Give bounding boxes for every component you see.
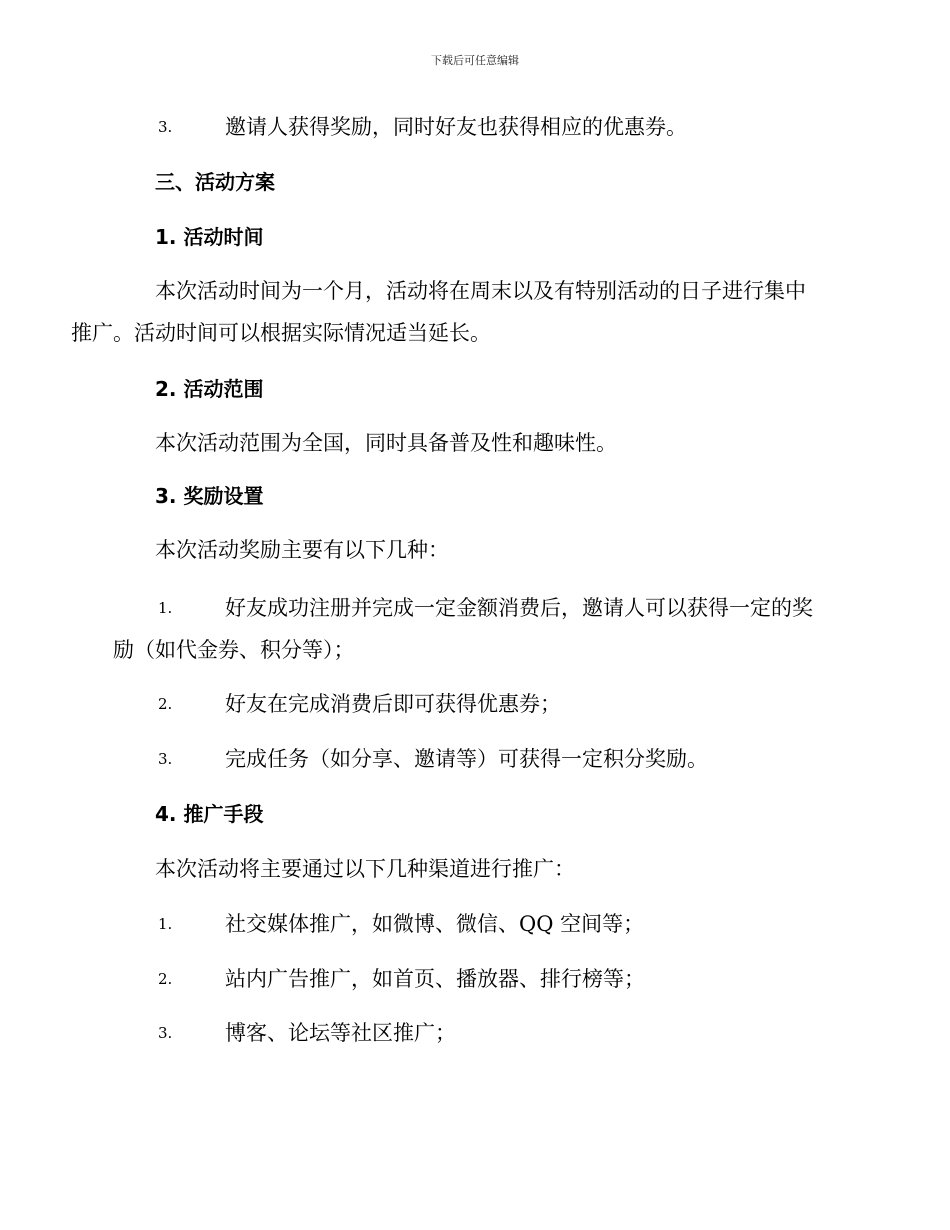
list-text: 好友在完成消费后即可获得优惠券； — [225, 692, 561, 716]
subheading-activity-scope: 2. 活动范围 — [155, 377, 264, 401]
paragraph-promo-intro: 本次活动将主要通过以下几种渠道进行推广： — [155, 857, 575, 881]
subheading-activity-time: 1. 活动时间 — [155, 225, 264, 249]
list-text: 好友成功注册并完成一定金额消费后，邀请人可以获得一定的奖 — [225, 596, 813, 620]
paragraph-activity-time — [71, 270, 833, 354]
list-item-invite-reward — [113, 106, 833, 148]
list-number: 1. — [158, 915, 173, 933]
list-text: 博客、论坛等社区推广； — [225, 1021, 456, 1045]
section-heading-plan: 三、活动方案 — [155, 170, 275, 194]
list-number: 3. — [158, 750, 173, 768]
paragraph-reward-intro: 本次活动奖励主要有以下几种： — [155, 538, 449, 562]
list-number: 3. — [158, 1024, 173, 1042]
list-text: 完成任务（如分享、邀请等）可获得一定积分奖励。 — [225, 747, 708, 771]
list-number: 2. — [158, 695, 173, 713]
paragraph-line: 本次活动时间为一个月，活动将在周末以及有特别活动的日子进行集中 — [155, 279, 806, 303]
list-item-reward-3 — [113, 738, 833, 780]
subheading-reward-settings: 3. 奖励设置 — [155, 484, 264, 508]
list-item-promo-2 — [113, 958, 833, 1000]
list-item-reward-1 — [113, 587, 833, 671]
list-text: 社交媒体推广，如微博、微信、QQ 空间等； — [225, 912, 645, 936]
list-number: 1. — [158, 599, 173, 617]
list-text: 邀请人获得奖励，同时好友也获得相应的优惠券。 — [225, 115, 687, 139]
paragraph-line: 推广。活动时间可以根据实际情况适当延长。 — [71, 321, 491, 345]
list-text: 站内广告推广，如首页、播放器、排行榜等； — [225, 967, 645, 991]
list-item-promo-1 — [113, 903, 833, 945]
subheading-promotion: 4. 推广手段 — [155, 802, 264, 826]
page-header: 下载后可任意编辑 — [431, 54, 519, 67]
list-item-reward-2 — [113, 683, 833, 725]
paragraph-activity-scope: 本次活动范围为全国，同时具备普及性和趣味性。 — [155, 431, 617, 455]
list-number: 2. — [158, 970, 173, 988]
list-text-continuation: 励（如代金券、积分等）； — [113, 638, 355, 662]
list-item-promo-3 — [113, 1012, 833, 1054]
list-number: 3. — [158, 118, 173, 136]
